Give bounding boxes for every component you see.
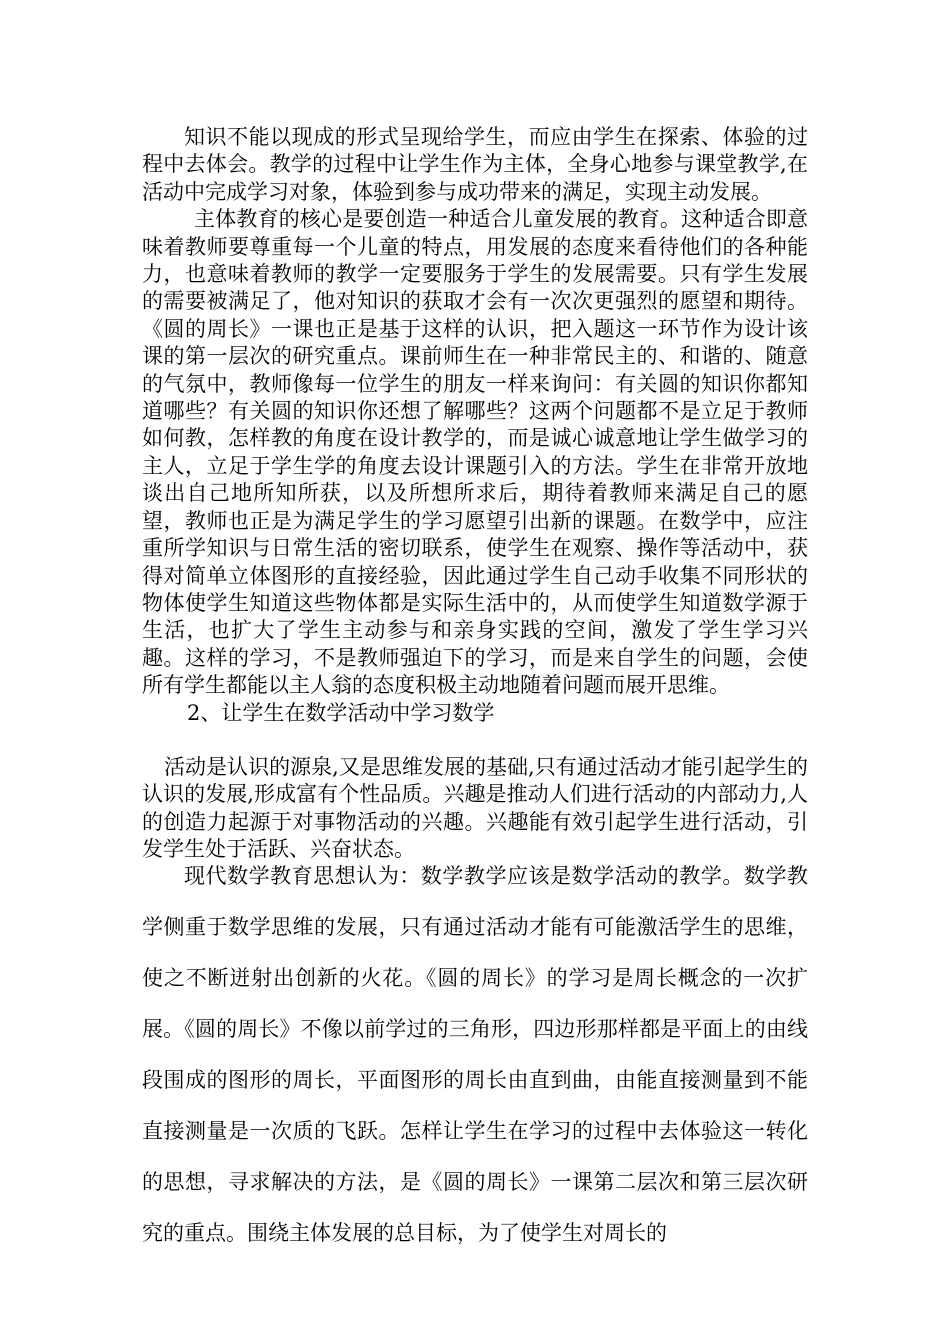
paragraph-subject-education: 主体教育的核心是要创造一种适合儿童发展的教育。这种适合即意味着教师要尊重每一个儿童的特点，用发展的态度来看待他们的各种能力，也意味着教师的教学一定要服务于学生的发展需要。只有学生发展的需要被满足了，他对知识的获取才会有一次次更强烈的愿望和期待。《圆的周长》一课也正是基于这样的认识，把入题这一环节作为设计该课的第一层次的研究重点。课前师生在一种非常民主的、和谐的、随意的气氛中，教师像每一位学生的朋友一样来询问：有关圆的知识你都知道哪些？有关圆的知识你还想了解哪些？这两个问题都不是立足于教师如何教，怎样教的角度在设计教学的，而是诚心诚意地让学生做学习的主人，立足于学生学的角度去设计课题引入的方法。学生在非常开放地谈出自己地所知所获，以及所想所求后，期待着教师来满足自己的愿望，教师也正是为满足学生的学习愿望引出新的课题。在数学中，应注重所学知识与日常生活的密切联系，使学生在观察、操作等活动中，获得对简单立体图形的直接经验，因此通过学生自己动手收集不同形状的物体使学生知道这些物体都是实际生活中的，从而使学生知道数学源于生活，也扩大了学生主动参与和亲身实践的空间，激发了学生学习兴趣。这样的学习，不是教师强迫下的学习，而是来自学生的问题，会使所有学生都能以主人翁的态度积极主动地随着问题而展开思维。 [142, 207, 808, 698]
blank-line [142, 727, 808, 754]
paragraph-activity-source: 活动是认识的源泉,又是思维发展的基础,只有通过活动才能引起学生的认识的发展,形成富有个性品质。兴趣是推动人们进行活动的内部动力,人的创造力起源于对事物活动的兴趣。兴趣能有效引起学生进行活动，引发学生处于活跃、兴奋状态。 [142, 754, 808, 862]
paragraph-active-learning: 知识不能以现成的形式呈现给学生，而应由学生在探索、体验的过程中去体会。教学的过程中让学生作为主体，全身心地参与课堂教学,在活动中完成学习对象，体验到参与成功带来的满足，实现主动发展。 [142, 125, 808, 204]
document-body [142, 124, 808, 1259]
section-heading-math-activities: 2、让学生在数学活动中学习数学 [187, 700, 495, 725]
paragraph-modern-math-education: 现代数学教育思想认为：数学教学应该是数学活动的教学。数学教学侧重于数学思维的发展，只有通过活动才能有可能激活学生的思维，使之不断迸射出创新的火花。《圆的周长》的学习是周长概念的一次扩展。《圆的周长》不像以前学过的三角形，四边形那样都是平面上的由线段围成的图形的周长，平面图形的周长由直到曲，由能直接测量到不能直接测量是一次质的飞跃。怎样让学生在学习的过程中去体验这一转化的思想，寻求解决的方法，是《圆的周长》一课第二层次和第三层次研究的重点。围绕主体发展的总目标，为了使学生对周长的 [142, 863, 808, 1245]
